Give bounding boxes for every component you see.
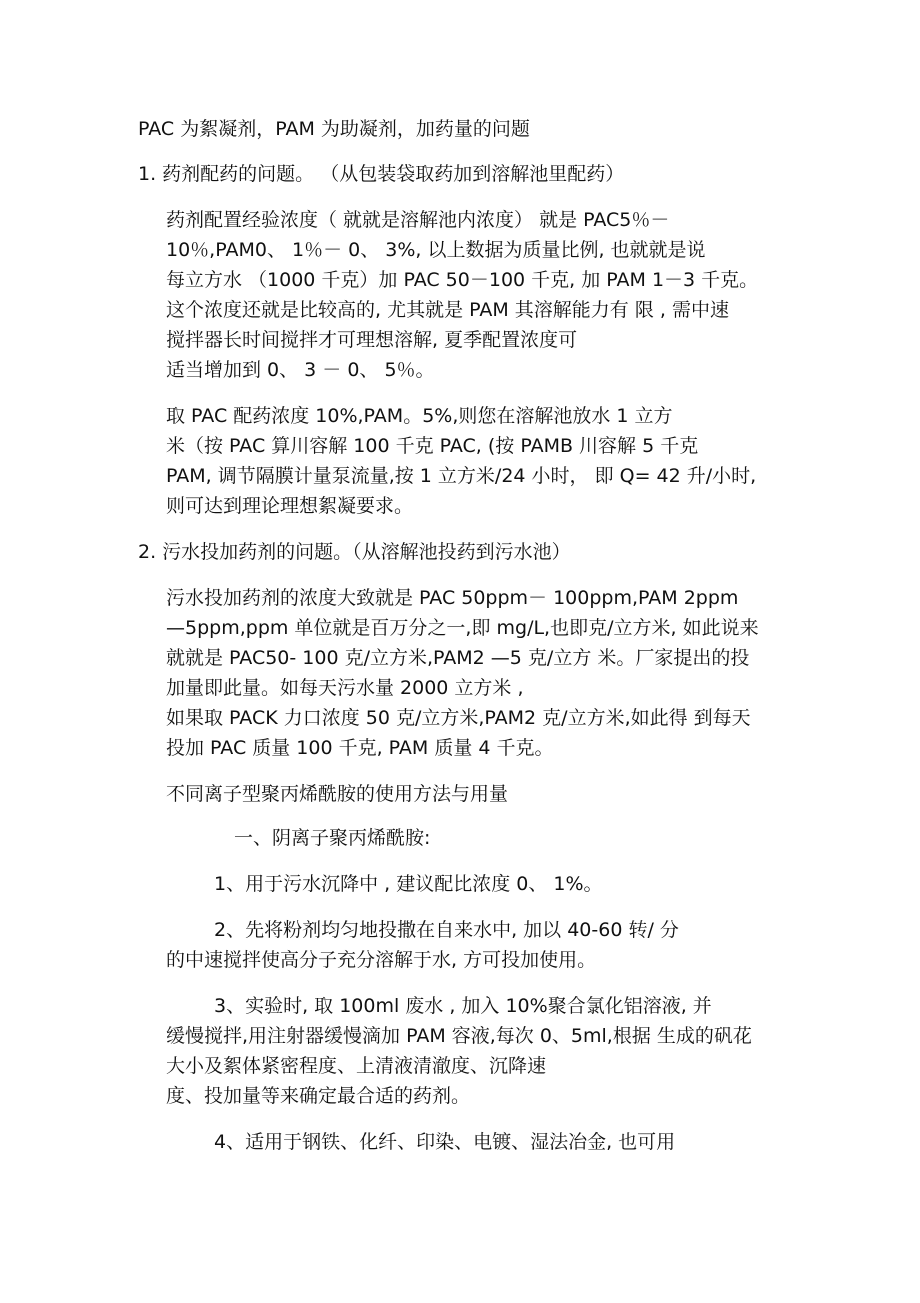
section-2-paragraph-line: 就就是 PAC50- 100 克/立方米,PAM2 —5 克/立方 米。厂家提出的投 bbox=[166, 647, 750, 669]
item-3-line: 缓慢搅拌,用注射器缓慢滴加 PAM 容液,每次 0、5ml,根据 生成的矾花 bbox=[166, 1025, 752, 1047]
section-1-paragraph-2-line: 则可达到理论理想絮凝要求。 bbox=[166, 495, 414, 517]
section-1-heading: 1. 药剂配药的问题。 （从包装袋取药加到溶解池里配药） bbox=[138, 163, 625, 185]
section-1-paragraph-1-line: 药剂配置经验浓度（ 就就是溶解池内浓度） 就是 PAC5％－ bbox=[166, 209, 670, 231]
section-1-paragraph-1-line: 这个浓度还就是比较高的, 尤其就是 PAM 其溶解能力有 限 , 需中速 bbox=[166, 299, 729, 321]
section-1-paragraph-1-line: 每立方水 （1000 千克）加 PAC 50－100 千克, 加 PAM 1－3 千克。 bbox=[166, 269, 759, 291]
section-1-paragraph-1-line: 适当增加到 0、 3 － 0、 5％。 bbox=[166, 359, 435, 381]
item-1-line: 1、用于污水沉降中 , 建议配比浓度 0、 1%。 bbox=[214, 873, 603, 895]
item-2-line: 的中速搅拌使高分子充分溶解于水, 方可投加使用。 bbox=[166, 949, 597, 971]
item-3-line: 3、实验时, 取 100ml 废水 , 加入 10%聚合氯化铝溶液, 并 bbox=[214, 995, 712, 1017]
item-3-line: 度、投加量等来确定最合适的药剂。 bbox=[166, 1085, 471, 1107]
item-4-line: 4、适用于钢铁、化纤、印染、电镀、湿法冶金, 也可用 bbox=[214, 1131, 676, 1153]
section-2-paragraph-line: 加量即此量。如每天污水量 2000 立方米 , bbox=[166, 677, 524, 699]
item-3-line: 大小及絮体紧密程度、上清液清澈度、沉降速 bbox=[166, 1055, 547, 1077]
section-2-heading: 2. 污水投加药剂的问题。（从溶解池投药到污水池） bbox=[138, 541, 571, 563]
section-1-paragraph-1-line: 搅拌器长时间搅拌才可理想溶解, 夏季配置浓度可 bbox=[166, 329, 578, 351]
section-1-paragraph-2-line: 取 PAC 配药浓度 10%,PAM。5%,则您在溶解池放水 1 立方 bbox=[166, 405, 673, 427]
section-1-paragraph-1-line: 10％,PAM0、 1％－ 0、 3%, 以上数据为质量比例, 也就就是说 bbox=[166, 239, 706, 261]
document-title: PAC 为絮凝剂，PAM 为助凝剂，加药量的问题 bbox=[138, 118, 530, 140]
item-2-line: 2、先将粉剂均匀地投撒在自来水中, 加以 40-60 转/ 分 bbox=[214, 919, 679, 941]
section-1-paragraph-2-line: 米（按 PAC 算川容解 100 千克 PAC, (按 PAMB 川容解 5 千克 bbox=[166, 435, 699, 457]
subtitle: 不同离子型聚丙烯酰胺的使用方法与用量 bbox=[166, 783, 509, 805]
section-1-paragraph-2-line: PAM, 调节隔膜计量泵流量,按 1 立方米/24 小时， 即 Q= 42 升/小时, bbox=[166, 465, 757, 487]
section-2-paragraph-line: 投加 PAC 质量 100 千克, PAM 质量 4 千克。 bbox=[166, 737, 554, 759]
section-3-heading: 一、阴离子聚丙烯酰胺: bbox=[234, 827, 431, 849]
section-2-paragraph-line: 如果取 PACK 力口浓度 50 克/立方米,PAM2 克/立方米,如此得 到每天 bbox=[166, 707, 751, 729]
section-2-paragraph-line: —5ppm,ppm 单位就是百万分之一,即 mg/L,也即克/立方米, 如此说来 bbox=[166, 617, 759, 639]
section-2-paragraph-line: 污水投加药剂的浓度大致就是 PAC 50ppm－ 100ppm,PAM 2ppm bbox=[166, 587, 739, 609]
